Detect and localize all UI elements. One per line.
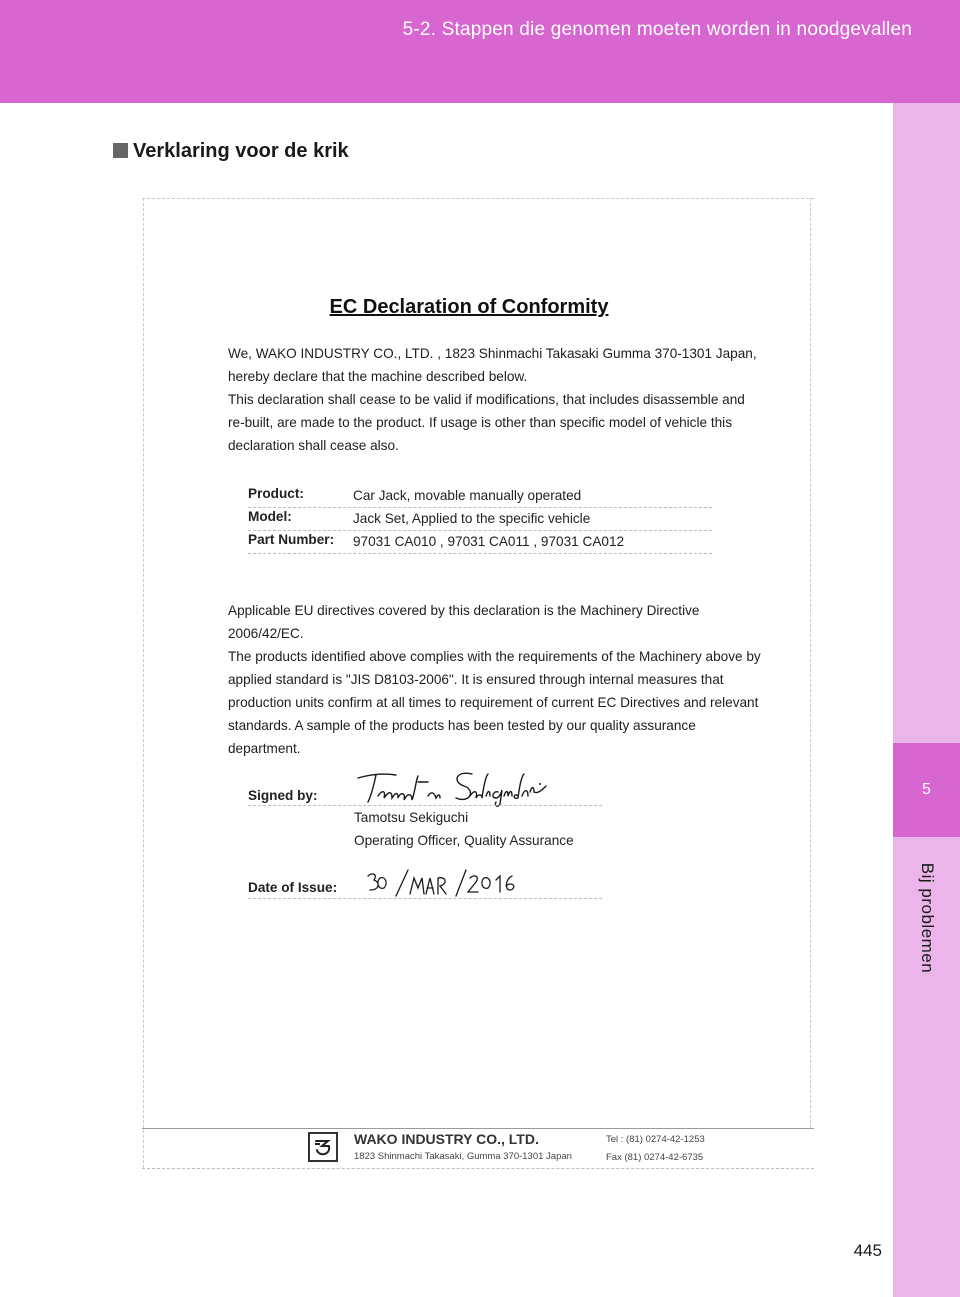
section-heading-text: Verklaring voor de krik	[133, 140, 349, 162]
directive-line: applied standard is "JIS D8103-2006". It is ensured through internal measures that	[228, 672, 724, 687]
directive-line: standards. A sample of the products has been tested by our quality assurance department.	[228, 718, 696, 756]
signer-title: Operating Officer, Quality Assurance	[354, 833, 574, 848]
wako-logo-icon	[308, 1132, 338, 1162]
footer-divider	[142, 1128, 814, 1129]
signed-by-label: Signed by:	[248, 788, 318, 803]
wako-logo-mark	[310, 1134, 336, 1160]
spec-value: Jack Set, Applied to the specific vehicle	[353, 511, 591, 526]
company-address: 1823 Shinmachi Takasaki, Gumma 370-1301 Japan	[354, 1151, 572, 1162]
header-band	[0, 0, 960, 103]
intro-line: re-built, are made to the product. If usage is other than specific model of vehicle this	[228, 415, 732, 430]
directive-paragraph	[228, 599, 768, 760]
intro-line: We, WAKO INDUSTRY CO., LTD. , 1823 Shinmachi Takasaki Gumma 370-1301 Japan,	[228, 346, 757, 361]
document-title: EC Declaration of Conformity	[329, 296, 609, 318]
date-line	[248, 898, 602, 899]
intro-line: This declaration shall cease to be valid if modifications, that includes disassemble and	[228, 392, 745, 407]
handwritten-date	[364, 868, 524, 902]
company-tel: Tel : (81) 0274-42-1253	[606, 1134, 705, 1145]
intro-line: declaration shall cease also.	[228, 438, 399, 453]
company-fax: Fax (81) 0274-42-6735	[606, 1152, 704, 1163]
spec-row-part-number	[248, 532, 712, 554]
chapter-label: Bij problemen	[917, 862, 937, 974]
page-number: 445	[853, 1241, 882, 1260]
header-title: 5-2. Stappen die genomen moeten worden in noodgevallen	[402, 19, 912, 40]
document-edge	[142, 198, 814, 199]
directive-line: Applicable EU directives covered by this declaration is the Machinery Directive 2006/42/EC.	[228, 603, 700, 641]
footer-divider	[142, 1168, 814, 1169]
spec-label: Product:	[248, 486, 304, 501]
spec-value: Car Jack, movable manually operated	[353, 488, 582, 503]
square-bullet-icon	[113, 143, 128, 158]
spec-row-product	[248, 486, 712, 508]
chapter-number: 5	[893, 743, 960, 837]
company-name: WAKO INDUSTRY CO., LTD.	[354, 1131, 539, 1147]
signer-name: Tamotsu Sekiguchi	[354, 810, 469, 825]
handwritten-signature	[352, 768, 552, 808]
document-edge	[143, 198, 144, 1168]
directive-line: production units confirm at all times to requirement of current EC Directives and relevant	[228, 695, 759, 710]
directive-line: The products identified above complies with the requirements of the Machinery above by	[228, 649, 761, 664]
intro-line: hereby declare that the machine described below.	[228, 369, 528, 384]
declaration-document	[142, 194, 814, 1171]
date-of-issue-label: Date of Issue:	[248, 880, 338, 895]
document-edge	[810, 198, 811, 1128]
signature-line	[248, 805, 602, 806]
declaration-intro	[228, 342, 758, 457]
spec-label: Part Number:	[248, 532, 335, 547]
spec-row-model	[248, 509, 712, 531]
section-heading	[113, 140, 349, 163]
spec-label: Model:	[248, 509, 292, 524]
chapter-label-container	[893, 838, 960, 998]
spec-value: 97031 CA010 , 97031 CA011 , 97031 CA012	[353, 534, 625, 549]
chapter-side-tab	[893, 103, 960, 1297]
